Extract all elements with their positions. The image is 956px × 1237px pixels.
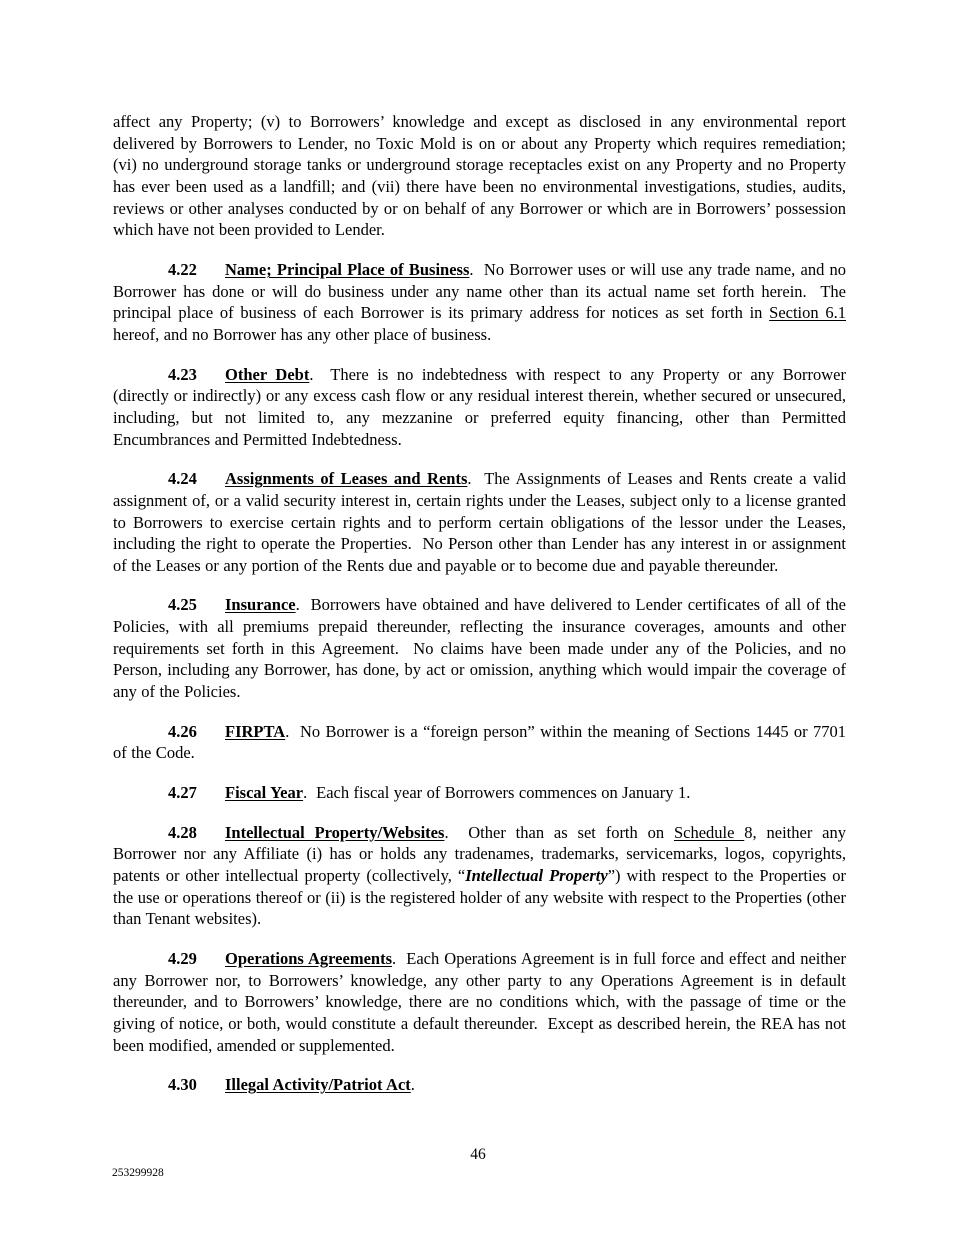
section-4-25 bbox=[113, 594, 846, 702]
section-separator: . bbox=[392, 949, 407, 968]
section-body: There is no indebtedness with respect to any Property or any Borrower (directly or indirectly) or any excess cash flow or any residual interest therein, whether secured or unsecured, including, but not limited to, any mezzanine or preferred equity financing, other than Permitted Encumbrances and Permitted Indebtedness. bbox=[113, 364, 846, 449]
paragraph-continuation bbox=[113, 111, 846, 241]
section-4-30 bbox=[113, 1074, 846, 1096]
section-6-1-reference: Section 6.1 bbox=[769, 303, 846, 323]
section-title: Illegal Activity/Patriot Act bbox=[225, 1075, 411, 1095]
section-4-28 bbox=[113, 822, 846, 930]
section-number: 4.22 bbox=[168, 259, 197, 279]
section-4-23 bbox=[113, 364, 846, 451]
section-separator: . bbox=[444, 822, 469, 842]
section-title: Assignments of Leases and Rents bbox=[225, 469, 468, 489]
section-title: Operations Agreements bbox=[225, 949, 392, 968]
section-title: Insurance bbox=[225, 595, 296, 615]
section-number: 4.25 bbox=[168, 595, 197, 615]
section-4-27 bbox=[113, 782, 846, 804]
section-body: Each fiscal year of Borrowers commences on January 1. bbox=[316, 783, 691, 803]
section-body: Other than as set forth on bbox=[468, 822, 674, 842]
paragraph-text: affect any Property; (v) to Borrowers’ knowledge and except as disclosed in any environmental report delivered by Borrowers to Lender, no Toxic Mold is on or about any Property which requires remediation; (vi) no underground storage tanks or underground storage receptacles exist on any Property and no Property has ever been used as a landfill; and (vii) there have been no environmental investigations, studies, audits, reviews or other analyses conducted by or on behalf of any Borrower or which are in Borrowers’ possession which have not been provided to Lender. bbox=[113, 112, 846, 240]
section-body: No Borrower is a “foreign person” within the meaning of Sections 1445 or 7701 of the Code. bbox=[113, 721, 846, 763]
section-number: 4.23 bbox=[168, 364, 197, 384]
section-separator: . bbox=[469, 259, 484, 279]
section-separator: . bbox=[303, 783, 317, 803]
section-4-22 bbox=[113, 259, 846, 346]
section-number: 4.28 bbox=[168, 822, 197, 842]
section-body: No Borrower uses or will use any trade name, and no Borrower has done or will do business under any name other than its actual name set forth herein. The principal place of business of each Borrower is its primary address for notices as set forth in bbox=[113, 259, 847, 323]
document-number: 253299928 bbox=[112, 1167, 164, 1179]
section-separator: . bbox=[285, 721, 301, 741]
section-title: Other Debt bbox=[225, 364, 310, 384]
section-separator: . bbox=[467, 469, 485, 489]
section-number: 4.27 bbox=[168, 783, 197, 803]
section-separator: . bbox=[309, 364, 331, 384]
defined-term-intellectual-property: Intellectual Property bbox=[465, 866, 608, 886]
section-body: ”) with respect to the Properties or the use or operations thereof or (ii) is the registered holder of any website with respect to the Properties (other than Tenant websites). bbox=[113, 866, 846, 929]
section-title: FIRPTA bbox=[225, 721, 286, 741]
section-title: Fiscal Year bbox=[225, 783, 304, 803]
section-body: Borrowers have obtained and have delivered to Lender certificates of all of the Policies, with all premiums prepaid thereunder, reflecting the insurance coverages, amounts and other requirements set forth in this Agreement. No claims have been made under any of the Policies, and no Person, including any Borrower, has done, by act or omission, anything which would impair the coverage of any of the Policies. bbox=[113, 595, 847, 702]
section-separator: . bbox=[295, 595, 311, 615]
section-body: hereof, and no Borrower has any other place of business. bbox=[113, 324, 492, 344]
section-4-24 bbox=[113, 468, 846, 576]
section-4-29 bbox=[113, 948, 846, 1056]
document-body bbox=[113, 111, 846, 1114]
section-title: Name; Principal Place of Business bbox=[225, 259, 470, 279]
section-number: 4.30 bbox=[168, 1075, 197, 1095]
schedule-8-reference: Schedule bbox=[673, 822, 745, 842]
section-4-26 bbox=[113, 721, 846, 764]
section-separator: . bbox=[410, 1075, 415, 1095]
page-number: 46 bbox=[470, 1146, 486, 1163]
section-title: Intellectual Property/Websites bbox=[225, 822, 445, 842]
section-body: 8, neither any Borrower nor any Affiliate (i) has or holds any tradenames, trademarks, servicemarks, logos, copyrights, patents or other intellectual property (collectively, “ bbox=[113, 822, 846, 886]
section-number: 4.24 bbox=[168, 469, 197, 489]
section-number: 4.29 bbox=[168, 949, 197, 968]
section-number: 4.26 bbox=[168, 721, 197, 741]
section-body: The Assignments of Leases and Rents create a valid assignment of, or a valid security interest in, certain rights under the Leases, subject only to a license granted to Borrowers to exercise certain rights and to perform certain obligations of the lessor under the Leases, including the right to operate the Properties. No Person other than Lender has any interest in or assignment of the Leases or any portion of the Rents due and payable or to become due and payable thereunder. bbox=[113, 469, 846, 575]
section-body: Each Operations Agreement is in full force and effect and neither any Borrower nor, to Borrowers’ knowledge, any other party to any Operations Agreement is in default thereunder, and to Borrowers’ knowledge, there are no conditions which, with the passage of time or the giving of notice, or both, would constitute a default thereunder. Except as described herein, the REA has not been modified, amended or supplemented. bbox=[113, 949, 847, 1055]
